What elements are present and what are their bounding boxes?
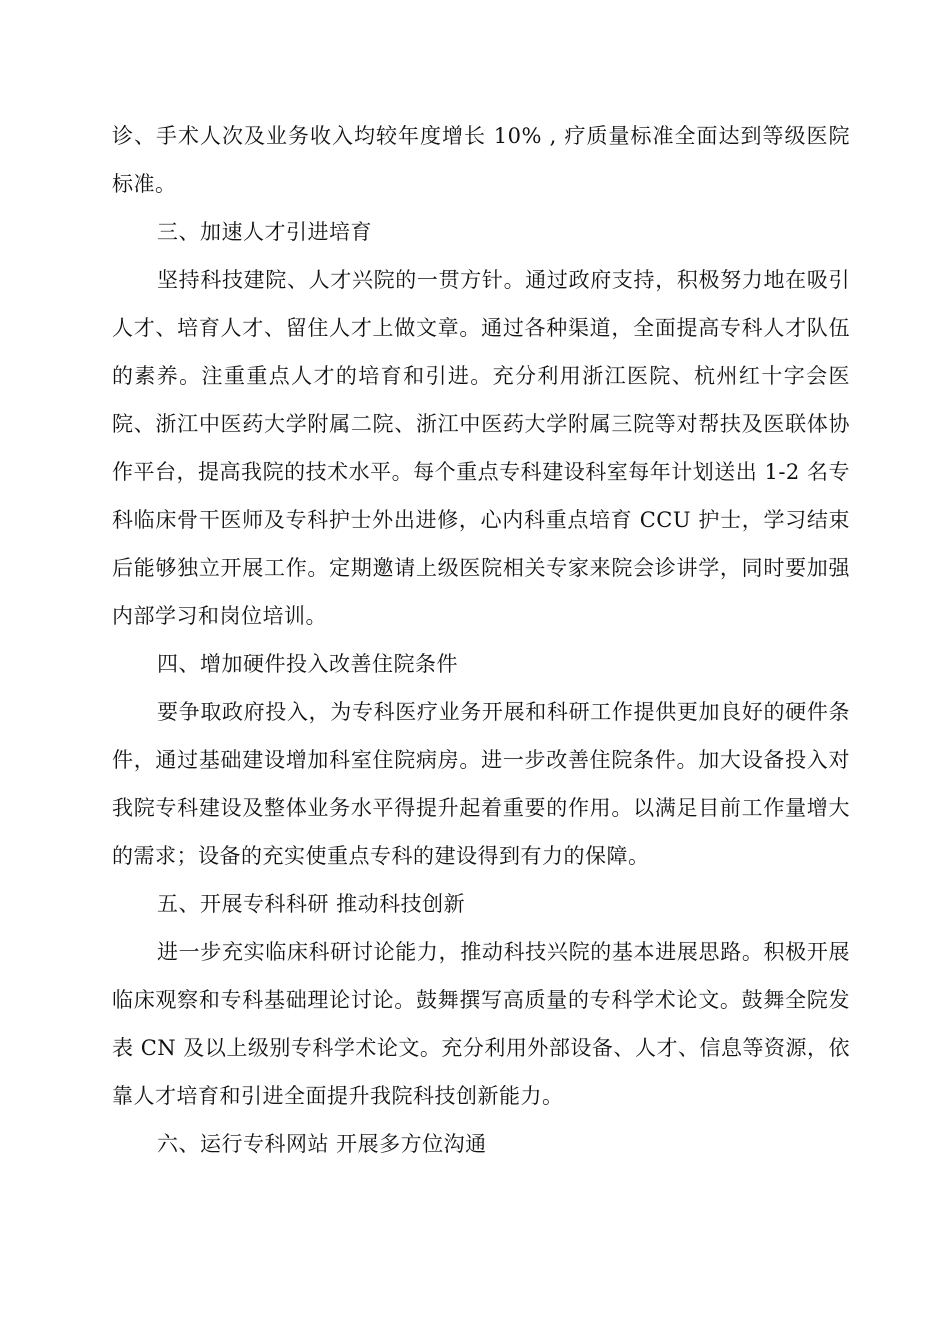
paragraph-talent: 坚持科技建院、人才兴院的一贯方针。通过政府支持，积极努力地在吸引人才、培育人才、留住人才上做文章。通过各种渠道，全面提高专科人才队伍的素养。注重重点人才的培育和引进。充分利用浙江医院、杭州红十字会医院、浙江中医药大学附属二院、浙江中医药大学附属三院等对帮扶及医联体协作平台，提高我院的技术水平。每个重点专科建设科室每年计划送出 1-2 名专科临床骨干医师及专科护士外出进修，心内科重点培育 CCU 护士，学习结束后能够独立开展工作。定期邀请上级医院相关专家来院会诊讲学，同时要加强内部学习和岗位培训。 <box>112 268 850 628</box>
document-body <box>112 112 850 1168</box>
paragraph-hardware: 要争取政府投入，为专科医疗业务开展和科研工作提供更加良好的硬件条件，通过基础建设增加科室住院病房。进一步改善住院条件。加大设备投入对我院专科建设及整体业务水平得提升起着重要的作用。以满足目前工作量增大的需求；设备的充实使重点专科的建设得到有力的保障。 <box>112 700 850 868</box>
paragraph-research: 进一步充实临床科研讨论能力，推动科技兴院的基本进展思路。积极开展临床观察和专科基础理论讨论。鼓舞撰写高质量的专科学术论文。鼓舞全院发表 CN 及以上级别专科学术论文。充分利用外部设备、人才、信息等资源，依靠人才培育和引进全面提升我院科技创新能力。 <box>112 940 850 1108</box>
section-heading-4: 四、增加硬件投入改善住院条件 <box>157 652 458 676</box>
section-heading-6: 六、运行专科网站 开展多方位沟通 <box>157 1132 487 1156</box>
section-heading-5: 五、开展专科科研 推动科技创新 <box>157 892 466 916</box>
paragraph-continuation: 诊、手术人次及业务收入均较年度增长 10% , 疗质量标准全面达到等级医院标准。 <box>112 124 850 196</box>
section-heading-3: 三、加速人才引进培育 <box>157 220 372 244</box>
